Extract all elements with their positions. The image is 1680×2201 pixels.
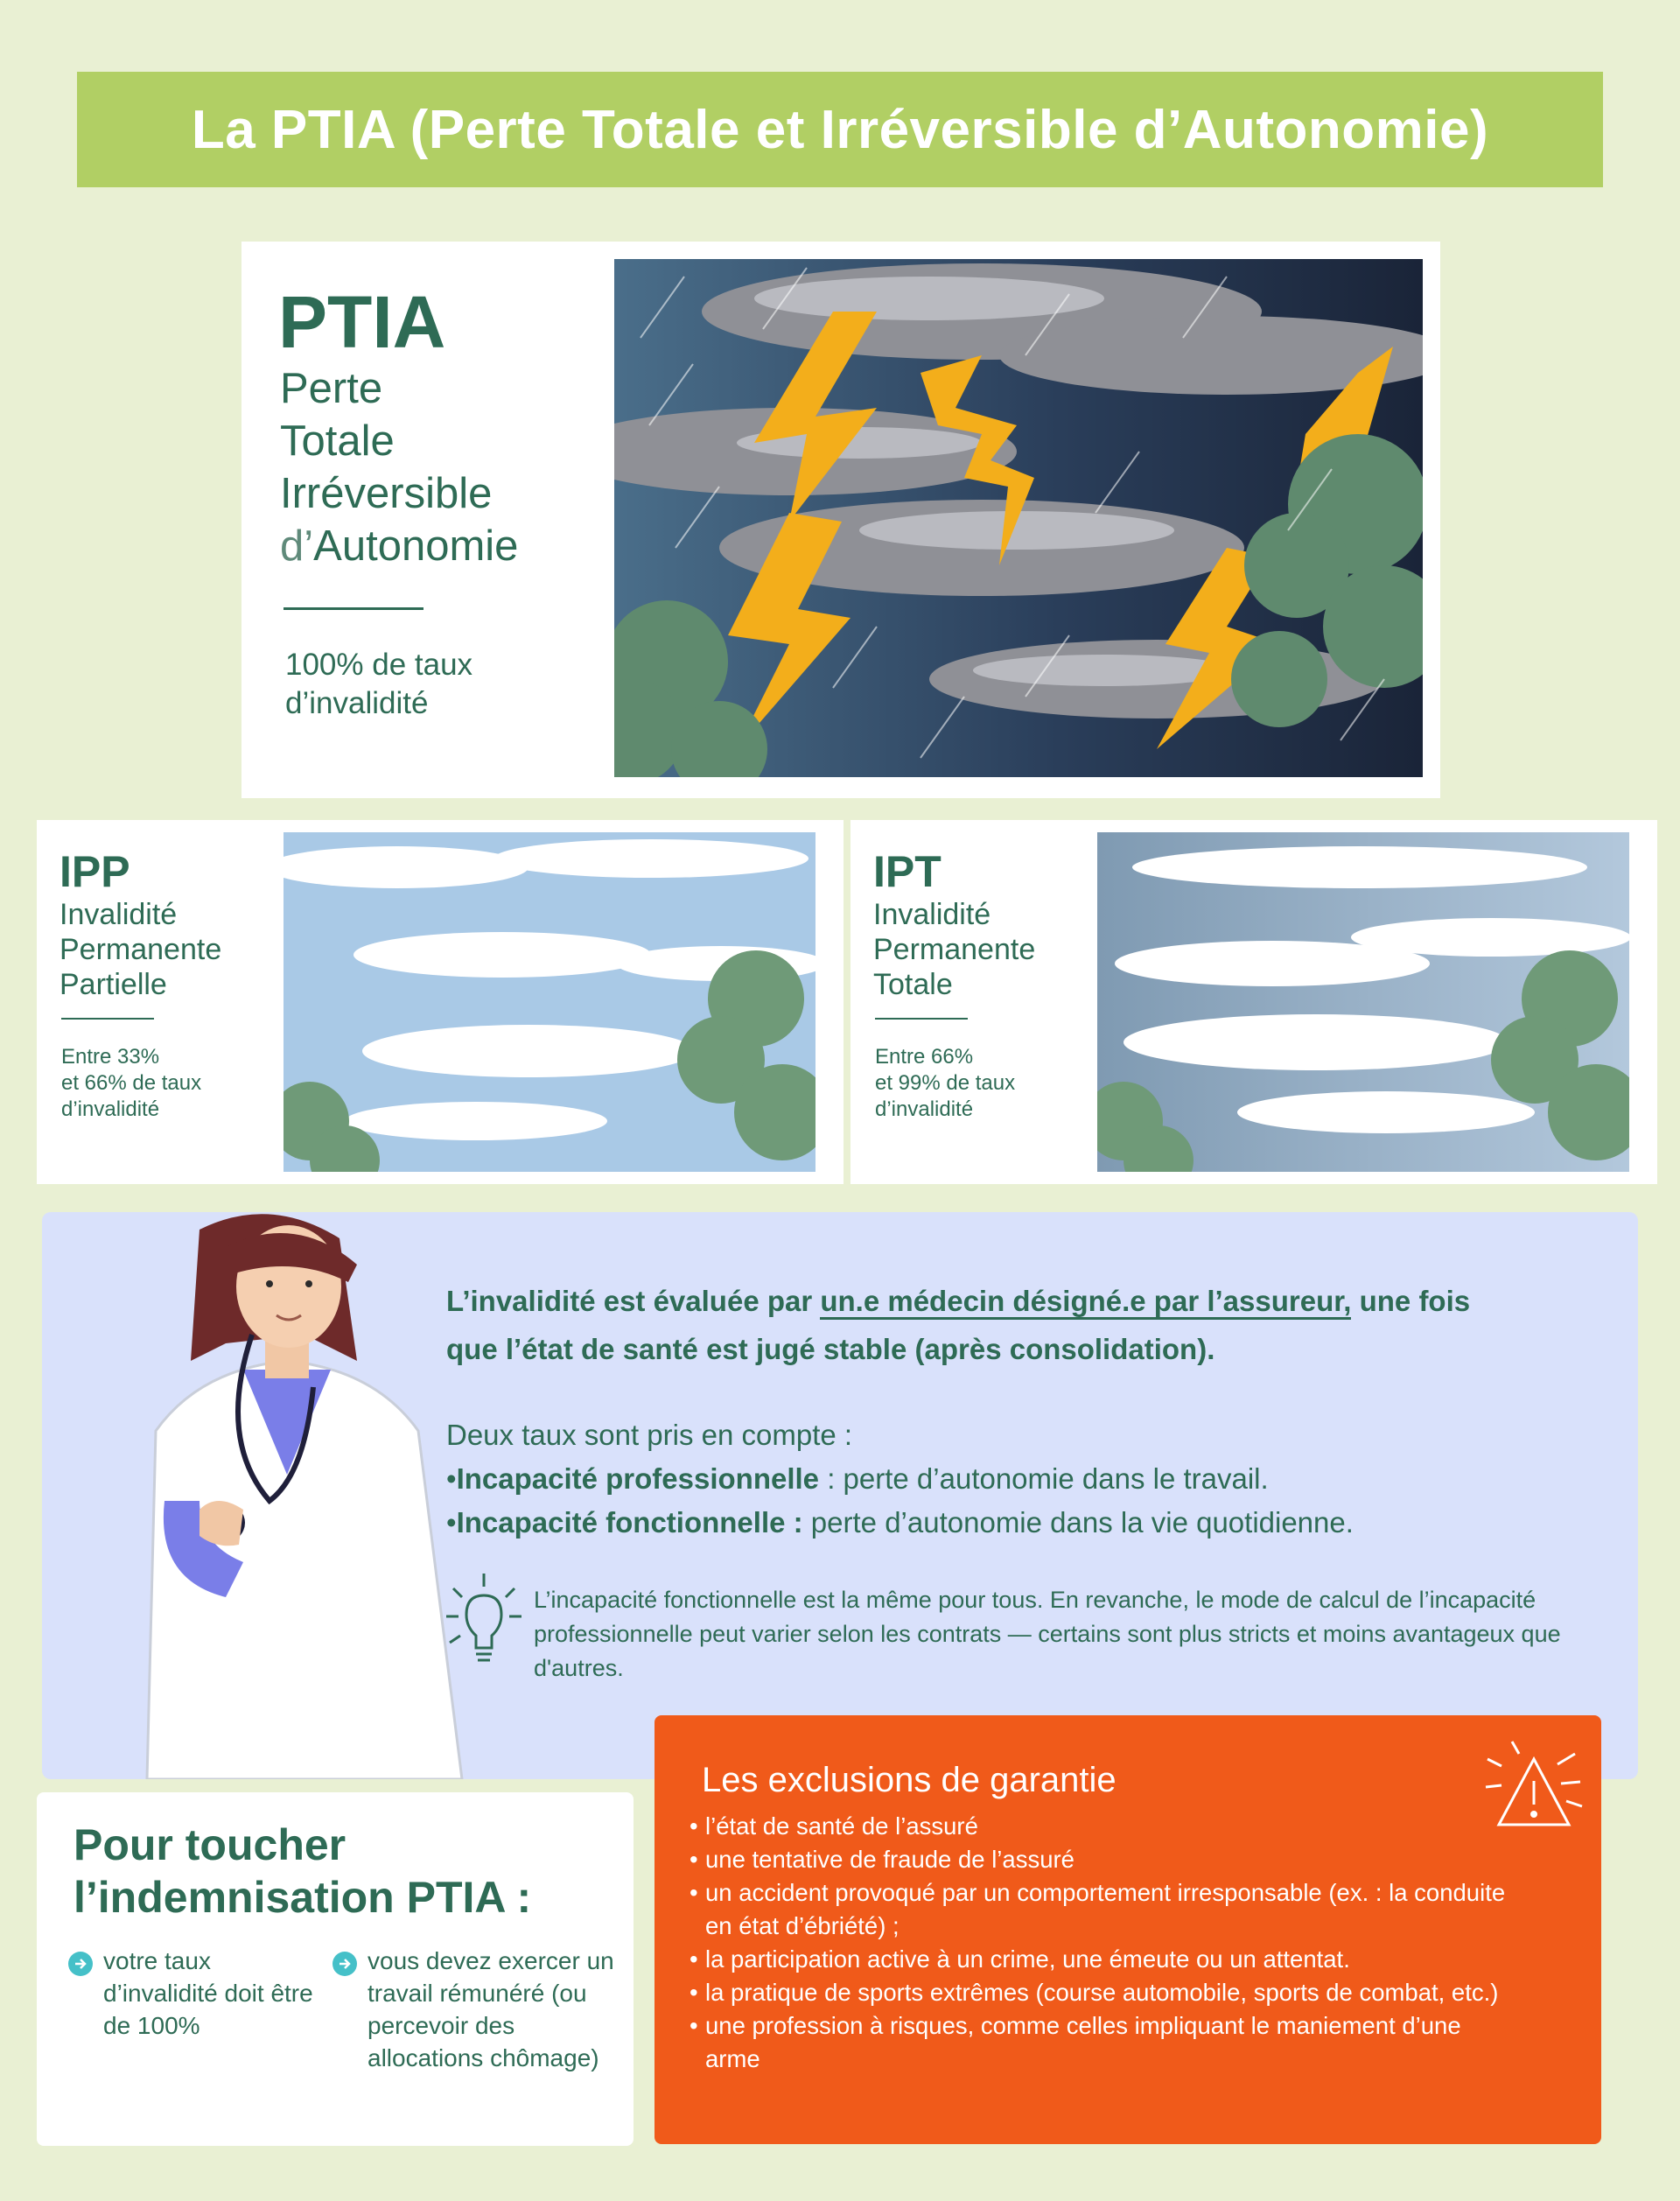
ipp-card [37,820,844,1184]
exclusion-item: • une profession à risques, comme celles impliquant le maniement d’une arme [690,2009,1512,2076]
exclusion-item: • la participation active à un crime, une émeute ou un attentat. [690,1943,1512,1976]
ptia-rate: 100% de taux d’invalidité [285,648,473,720]
exclusions-card [654,1715,1601,2144]
ptia-line-4-prefix: d’ [280,522,314,570]
divider [284,607,424,610]
ipp-line-2: Permanente [60,933,222,966]
ptia-line-4-main: Autonomie [313,522,519,570]
ipp-acronym: IPP [60,847,130,896]
indemnisation-title: Pour toucher l’indemnisation PTIA : [74,1820,532,1922]
ipt-rate-line-2: et 99% de taux [875,1071,1016,1095]
exclusion-item: • une tentative de fraude de l’assuré [690,1843,1512,1876]
ipt-acronym: IPT [873,847,942,896]
exclusion-item: • la pratique de sports extrêmes (course automobile, sports de combat, etc.) [690,1976,1512,2009]
divider [61,1018,154,1020]
light-clouds-illustration [284,832,816,1172]
exclusion-item: • un accident provoqué par un comportement irresponsable (ex. : la conduite en état d’ébriété) ; [690,1876,1512,1943]
rate-bullet-1-bold: Incapacité professionnelle [456,1462,820,1495]
doctor-illustration [94,1212,480,1779]
rate-bullet-2: •Incapacité fonctionnelle : perte d’autonomie dans la vie quotidienne. [446,1506,1354,1539]
indemnisation-card [37,1792,634,2146]
evaluation-pre: L’invalidité est évaluée par [446,1285,821,1317]
ptia-line-3: Irréversible [280,470,493,517]
rate-bullet-2-text: perte d’autonomie dans la vie quotidienne. [802,1506,1354,1539]
exclusions-list [690,1810,1512,2076]
ptia-line-2: Totale [280,417,395,465]
page-title: La PTIA (Perte Totale et Irréversible d’Autonomie) [191,99,1489,160]
ipp-rate [61,1044,254,1123]
condition-1: votre taux d’invalidité doit être de 100% [103,1947,313,2039]
exclusions-title: Les exclusions de garantie [702,1761,1116,1799]
ipp-line-1: Invalidité [60,898,178,931]
tip-text: L’incapacité fonctionnelle est la même pour tous. En revanche, le mode de calcul de l’incapacité professionnelle peut varier selon les contrats — certains sont plus stricts et moins avantageux que d'autres. [534,1587,1561,1681]
evaluation-post: une fois que l’état de santé est jugé stable (après consolidation). [446,1285,1471,1365]
evaluation-statement [446,1277,1496,1373]
ipt-line-1: Invalidité [873,898,991,931]
rates-section [446,1413,1566,1545]
lightbulb-icon [444,1569,523,1674]
ipt-line-2: Permanente [873,933,1036,966]
ipt-rate [875,1044,1068,1123]
ipt-line-3: Totale [873,968,953,1001]
ptia-acronym: PTIA [278,281,446,363]
ipp-rate-line-2: et 66% de taux [61,1071,202,1095]
ipp-line-3: Partielle [60,968,167,1001]
ptia-card [242,242,1440,798]
ptia-line-4 [280,520,518,572]
ipt-rate-line-1: Entre 66% [875,1045,974,1069]
ptia-line-1: Perte [280,365,383,412]
divider [875,1018,968,1020]
ipp-rate-line-1: Entre 33% [61,1045,160,1069]
title-banner [77,72,1603,187]
condition-2: vous devez exercer un travail rémunéré (ou percevoir des allocations chômage) [368,1947,614,2071]
grey-clouds-illustration [1097,832,1629,1172]
arrow-right-icon [68,1952,93,1976]
ipt-definition [873,897,1035,1002]
ipt-rate-line-3: d’invalidité [875,1097,974,1121]
evaluation-doctor-link[interactable]: un.e médecin désigné.e par l’assureur, [820,1285,1351,1320]
ipt-card [850,820,1657,1184]
ipp-definition [60,897,221,1002]
exclusion-item: • l’état de santé de l’assuré [690,1810,1512,1843]
rate-bullet-2-bold: Incapacité fonctionnelle : [456,1506,803,1539]
storm-illustration [614,259,1423,777]
arrow-right-icon [332,1952,357,1976]
rate-bullet-1-text: : perte d’autonomie dans le travail. [819,1462,1269,1495]
evaluation-info-box [42,1212,1638,1779]
ipp-rate-line-3: d’invalidité [61,1097,160,1121]
ptia-definition [280,362,518,572]
rates-intro: Deux taux sont pris en compte : [446,1419,853,1451]
rate-bullet-1: •Incapacité professionnelle : perte d’autonomie dans le travail. [446,1462,1269,1495]
